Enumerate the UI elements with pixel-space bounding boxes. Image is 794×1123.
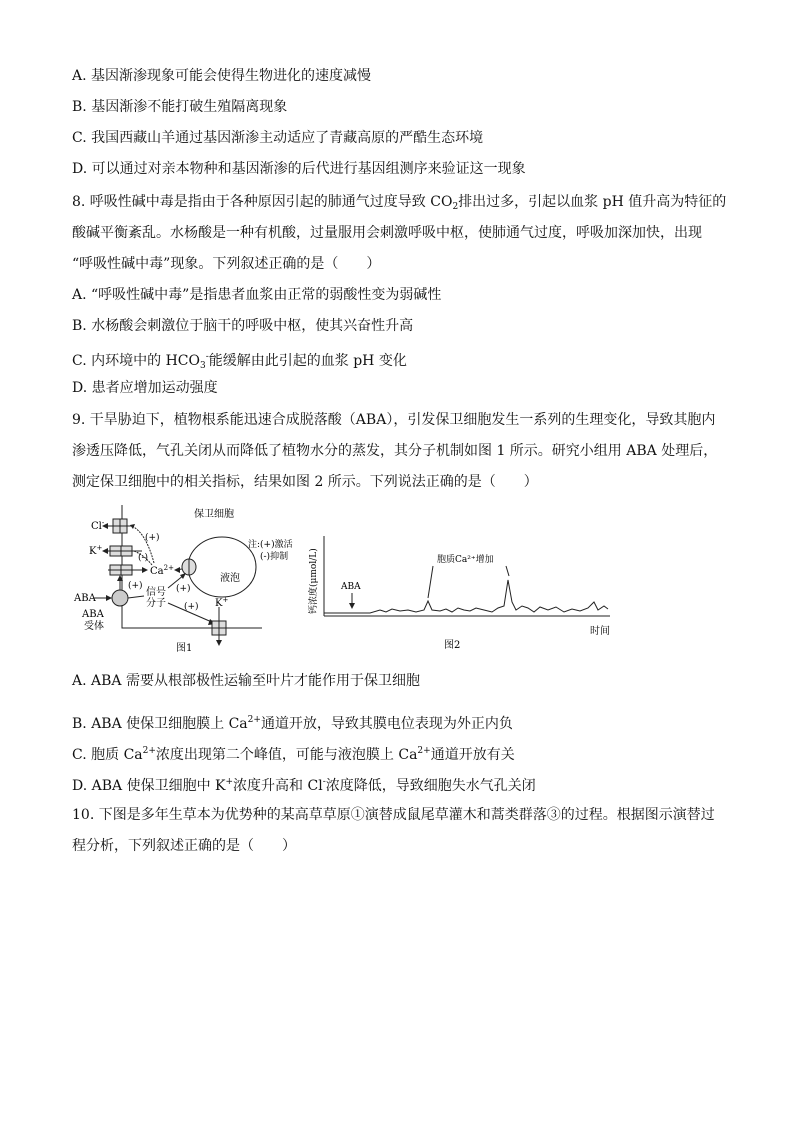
q7-option-a: A. 基因渐渗现象可能会使得生物进化的速度减慢 (72, 68, 372, 84)
fig1-cell-label: 保卫细胞 (194, 509, 234, 520)
q8-stem-line-2: 酸碱平衡紊乱。水杨酸是一种有机酸，过量服用会刺激呼吸中枢，使肺通气过度，呼吸加深加快，出现 (72, 225, 702, 241)
fig2-xlabel: 时间 (590, 626, 610, 637)
fig1-note-2: (-)抑制 (260, 552, 289, 562)
fig1-vacuole-label: 液泡 (220, 573, 240, 584)
q9-stem-line-3: 测定保卫细胞中的相关指标，结果如图 2 所示。下列说法正确的是（ ） (72, 474, 538, 490)
fig1-k-label-left: K+ (89, 544, 103, 557)
fig1-plus-1: (+) (145, 533, 160, 543)
q8-option-b: B. 水杨酸会刺激位于脑干的呼吸中枢，使其兴奋性升高 (72, 318, 414, 334)
fig2-aba-label: ABA (341, 582, 361, 592)
fig1-signal-label-1: 信号 (146, 587, 166, 598)
fig1-signal-label-2: 分子 (146, 598, 166, 609)
q9-option-c: C. 胞质 $Ca^{2+}$浓度出现第二个峰值，可能与液泡膜上 $Ca^{2+}$通道开放有关 (72, 746, 515, 763)
q9-option-d: D. ABA 使保卫细胞中 K+浓度升高和 Cl-浓度降低，导致细胞失水气孔关闭 (72, 777, 536, 794)
q10-stem-line-1: 10. 下图是多年生草本为优势种的某高草草原①演替成鼠尾草灌木和蒿类群落③的过程。根据图示演替过 (72, 807, 715, 823)
q8-option-c: C. 内环境中的 $HCO_3^-$能缓解由此引起的血浆 pH 变化 (72, 352, 407, 371)
fig2-caption: 图2 (444, 640, 461, 651)
q8-stem-line-3: “呼吸性碱中毒”现象。下列叙述正确的是（ ） (72, 256, 381, 272)
fig1-plus-2: (+) (128, 581, 143, 591)
fig1-plus-3: (+) (176, 584, 191, 594)
q9-option-a: A. ABA 需要从根部极性运输至叶片才能作用于保卫细胞 (72, 673, 420, 689)
fig1-plus-4: (+) (184, 602, 199, 612)
fig1-k-label-bottom: K+ (215, 596, 229, 609)
q7-option-b: B. 基因渐渗不能打破生殖隔离现象 (72, 99, 288, 115)
fig2-calcium-trace (324, 580, 608, 613)
fig1-aba-receptor-label-2: 受体 (84, 621, 104, 632)
q8-option-d: D. 患者应增加运动强度 (72, 380, 218, 396)
q7-option-c: C. 我国西藏山羊通过基因渐渗主动适应了青藏高原的严酷生态环境 (72, 130, 484, 146)
fig1-note-1: 注:(+)激活 (248, 540, 293, 550)
fig1-minus-1: (-) (138, 553, 149, 563)
fig1-aba-receptor-label-1: ABA (82, 609, 104, 620)
fig2-ylabel: 钙浓度(μmol/L) (309, 548, 319, 614)
fig2-annotation: 胞质Ca²⁺增加 (437, 555, 494, 565)
q9-stem-line-1: 9. 干旱胁迫下，植物根系能迅速合成脱落酸（ABA），引发保卫细胞发生一系列的生理变化，导致其胞内 (72, 412, 716, 428)
fig1-aba-label: ABA (74, 593, 96, 604)
q9-stem-line-2: 渗透压降低，气孔关闭从而降低了植物水分的蒸发，其分子机制如图 1 所示。研究小组用 ABA 处理后， (72, 443, 718, 459)
q9-option-b: B. ABA 使保卫细胞膜上 $Ca^{2+}$通道开放，导致其膜电位表现为外正内负 (72, 715, 513, 732)
figure-1-diagram (72, 503, 293, 654)
fig1-cl-label: Cl- (91, 519, 105, 532)
fig1-aba-receptor (112, 590, 128, 606)
q10-stem-line-2: 程分析，下列叙述正确的是（ ） (72, 838, 296, 854)
fig1-caption: 图1 (176, 643, 193, 654)
q7-option-d: D. 可以通过对亲本物种和基因渐渗的后代进行基因组测序来验证这一现象 (72, 161, 526, 177)
figure-2-chart (300, 530, 620, 652)
fig1-ca-label: $Ca^{2+}$ (150, 564, 174, 577)
q8-option-a: A. “呼吸性碱中毒”是指患者血浆由正常的弱酸性变为弱碱性 (72, 287, 442, 303)
q8-stem-line-1: 8. 呼吸性碱中毒是指由于各种原因引起的肺通气过度导致 $CO_2$排出过多，引起以血浆 pH 值升高为特征的 (72, 194, 727, 212)
fig1-vacuole (188, 537, 256, 597)
